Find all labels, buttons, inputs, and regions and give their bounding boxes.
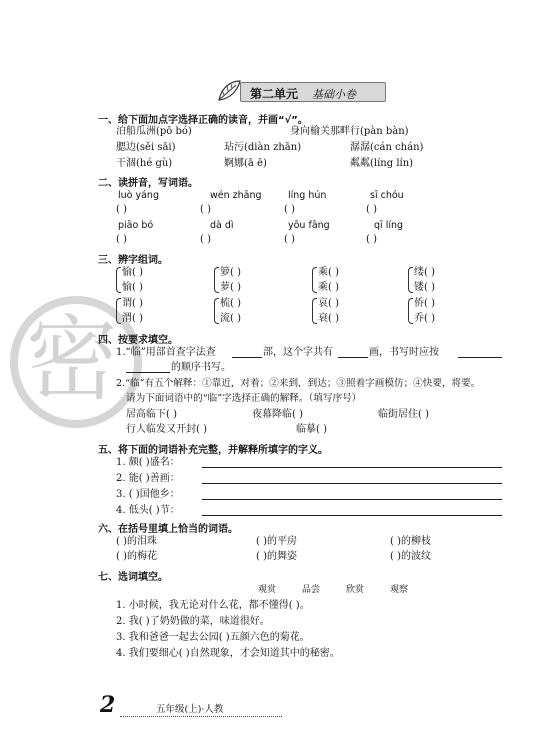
s7-item: 3. 我和爸爸一起去公园( )五颜六色的菊花。 bbox=[116, 632, 310, 643]
unit-title: 第二单元 bbox=[250, 87, 299, 101]
s6-item: ( )的梅花 bbox=[116, 551, 157, 562]
s7-item: 4. 我们要细心( )自然现象，才会知道其中的秘密。 bbox=[116, 648, 340, 659]
q2-item: 夜幕降临( ) bbox=[252, 409, 303, 420]
brace-bracket bbox=[408, 267, 413, 293]
s1-item: 玷污(diàn zhān) bbox=[224, 142, 302, 153]
q2-text-b: 请为下面词语中的“临”字选择正确的解释。（填写序号） bbox=[126, 393, 362, 404]
fill-line[interactable] bbox=[232, 357, 262, 358]
unit-subtitle: 基础小卷 bbox=[312, 88, 356, 101]
char-pair-item: 梳( ) bbox=[220, 298, 241, 309]
answer-line[interactable] bbox=[202, 499, 502, 500]
s7-item: 2. 我( )了奶奶做的菜，味道很好。 bbox=[116, 616, 270, 627]
brace-bracket bbox=[408, 298, 413, 324]
brace-bracket bbox=[214, 298, 219, 324]
pinyin: sī chóu bbox=[370, 190, 404, 201]
s7-item: 1. 小时候，我无论对什么花，都不懂得( )。 bbox=[116, 600, 310, 611]
pinyin: qī líng bbox=[374, 220, 404, 231]
s1-item: 身向榆关那畔行(pàn bàn) bbox=[290, 126, 409, 137]
footer-grade: 五年级(上)·人教 bbox=[156, 704, 224, 715]
char-pair-item: 哀( ) bbox=[318, 298, 339, 309]
char-pair-item: 乘( ) bbox=[318, 282, 339, 293]
pinyin: wén zhāng bbox=[210, 190, 262, 201]
char-pair-item: 流( ) bbox=[220, 313, 241, 324]
section7-heading: 七、选词填空。 bbox=[98, 572, 168, 583]
char-pair-item: 萝( ) bbox=[220, 282, 241, 293]
section3-heading: 三、辨字组词。 bbox=[98, 255, 168, 266]
char-pair-item: 乔( ) bbox=[414, 313, 435, 324]
s5-item: 3. ( )国他乡： bbox=[116, 489, 180, 500]
pinyin: líng hún bbox=[288, 190, 327, 201]
s5-item: 4. 低头( )节： bbox=[116, 505, 180, 516]
s6-item: ( )的平房 bbox=[256, 536, 297, 547]
footer-rule bbox=[120, 716, 282, 717]
char-pair-item: 衰( ) bbox=[318, 313, 339, 324]
leaf-icon bbox=[216, 78, 242, 104]
section5-heading: 五、将下面的词语补充完整，并解释所填字的字义。 bbox=[98, 445, 328, 456]
s5-item: 2. 能( )善画： bbox=[116, 473, 180, 484]
char-pair-item: 侨( ) bbox=[414, 298, 435, 309]
pinyin: dà dì bbox=[210, 220, 234, 231]
s5-item: 1. 颇( )盛名： bbox=[116, 457, 180, 468]
char-pair-item: 缕( ) bbox=[414, 267, 435, 278]
s6-item: ( )的舞姿 bbox=[256, 551, 297, 562]
section6-heading: 六、在括号里填上恰当的词语。 bbox=[98, 524, 238, 535]
answer-blank[interactable]: ( ) bbox=[116, 204, 127, 215]
q2-item: 行人临发又开封( ) bbox=[126, 424, 207, 435]
char-pair-item: 镂( ) bbox=[414, 282, 435, 293]
brace-bracket bbox=[312, 267, 317, 293]
q1-text-c: 画，书写时应按 bbox=[369, 347, 439, 358]
answer-blank[interactable]: ( ) bbox=[200, 234, 211, 245]
q1-text-d: 的顺序书写。 bbox=[171, 362, 231, 373]
pinyin: piāo bó bbox=[118, 220, 154, 231]
word-choice: 欣赏 bbox=[346, 585, 365, 595]
answer-blank[interactable]: ( ) bbox=[366, 234, 377, 245]
q2-text-a: 2.“临”有五个解释：①靠近，对着；②来到，到达；③照着字画模仿；④快要，将要。 bbox=[116, 378, 481, 389]
s1-item: 粼粼(líng lín) bbox=[350, 158, 414, 169]
answer-line[interactable] bbox=[202, 467, 502, 468]
brace-bracket bbox=[116, 298, 121, 324]
char-pair-item: 乘( ) bbox=[318, 267, 339, 278]
secret-stamp-char: 密 bbox=[26, 306, 119, 413]
char-pair-item: 愉( ) bbox=[122, 267, 143, 278]
answer-blank[interactable]: ( ) bbox=[200, 204, 211, 215]
char-pair-item: 谓( ) bbox=[122, 298, 143, 309]
fill-line[interactable] bbox=[338, 357, 368, 358]
q2-item: 临街居住( ) bbox=[378, 409, 429, 420]
page-number: 2 bbox=[100, 692, 116, 718]
brace-bracket bbox=[214, 267, 219, 293]
q1-text-a: 1.“临”用部首查字法查 bbox=[116, 347, 216, 358]
word-choice: 品尝 bbox=[302, 585, 321, 595]
word-choice: 观赏 bbox=[258, 585, 277, 595]
answer-blank[interactable]: ( ) bbox=[284, 234, 295, 245]
q2-item: 居高临下( ) bbox=[126, 409, 177, 420]
char-pair-item: 渭( ) bbox=[122, 313, 143, 324]
s1-item: 潺潺(cán chán) bbox=[350, 142, 424, 153]
pinyin: yōu fāng bbox=[288, 220, 330, 231]
word-choice: 观察 bbox=[390, 585, 409, 595]
brace-bracket bbox=[116, 267, 121, 293]
section2-heading: 二、读拼音，写词语。 bbox=[98, 178, 198, 189]
answer-blank[interactable]: ( ) bbox=[284, 204, 295, 215]
brace-bracket bbox=[312, 298, 317, 324]
answer-blank[interactable]: ( ) bbox=[116, 234, 127, 245]
s1-item: 泊船瓜洲(pō bó) bbox=[116, 126, 192, 137]
fill-line[interactable] bbox=[458, 357, 502, 358]
answer-blank[interactable]: ( ) bbox=[366, 204, 377, 215]
q2-item: 临摹( ) bbox=[296, 424, 327, 435]
q1-text-b: 部，这个字共有 bbox=[263, 347, 333, 358]
answer-line[interactable] bbox=[202, 483, 502, 484]
pinyin: luò yáng bbox=[118, 190, 159, 201]
s6-item: ( )的波纹 bbox=[390, 551, 431, 562]
fill-line[interactable] bbox=[126, 372, 170, 373]
answer-line[interactable] bbox=[202, 515, 502, 516]
char-pair-item: 箩( ) bbox=[220, 267, 241, 278]
s1-item: 婀娜(ā ē) bbox=[224, 158, 267, 169]
char-pair-item: 愉( ) bbox=[122, 282, 143, 293]
s1-item: 腮边(sěi sāi) bbox=[116, 142, 176, 153]
section1-heading: 一、给下面加点字选择正确的读音，并画“√”。 bbox=[98, 115, 308, 126]
s6-item: ( )的泪珠 bbox=[116, 536, 157, 547]
s6-item: ( )的柳枝 bbox=[390, 536, 431, 547]
s1-item: 干涸(hé gù) bbox=[116, 158, 173, 169]
section4-heading: 四、按要求填空。 bbox=[98, 335, 178, 346]
